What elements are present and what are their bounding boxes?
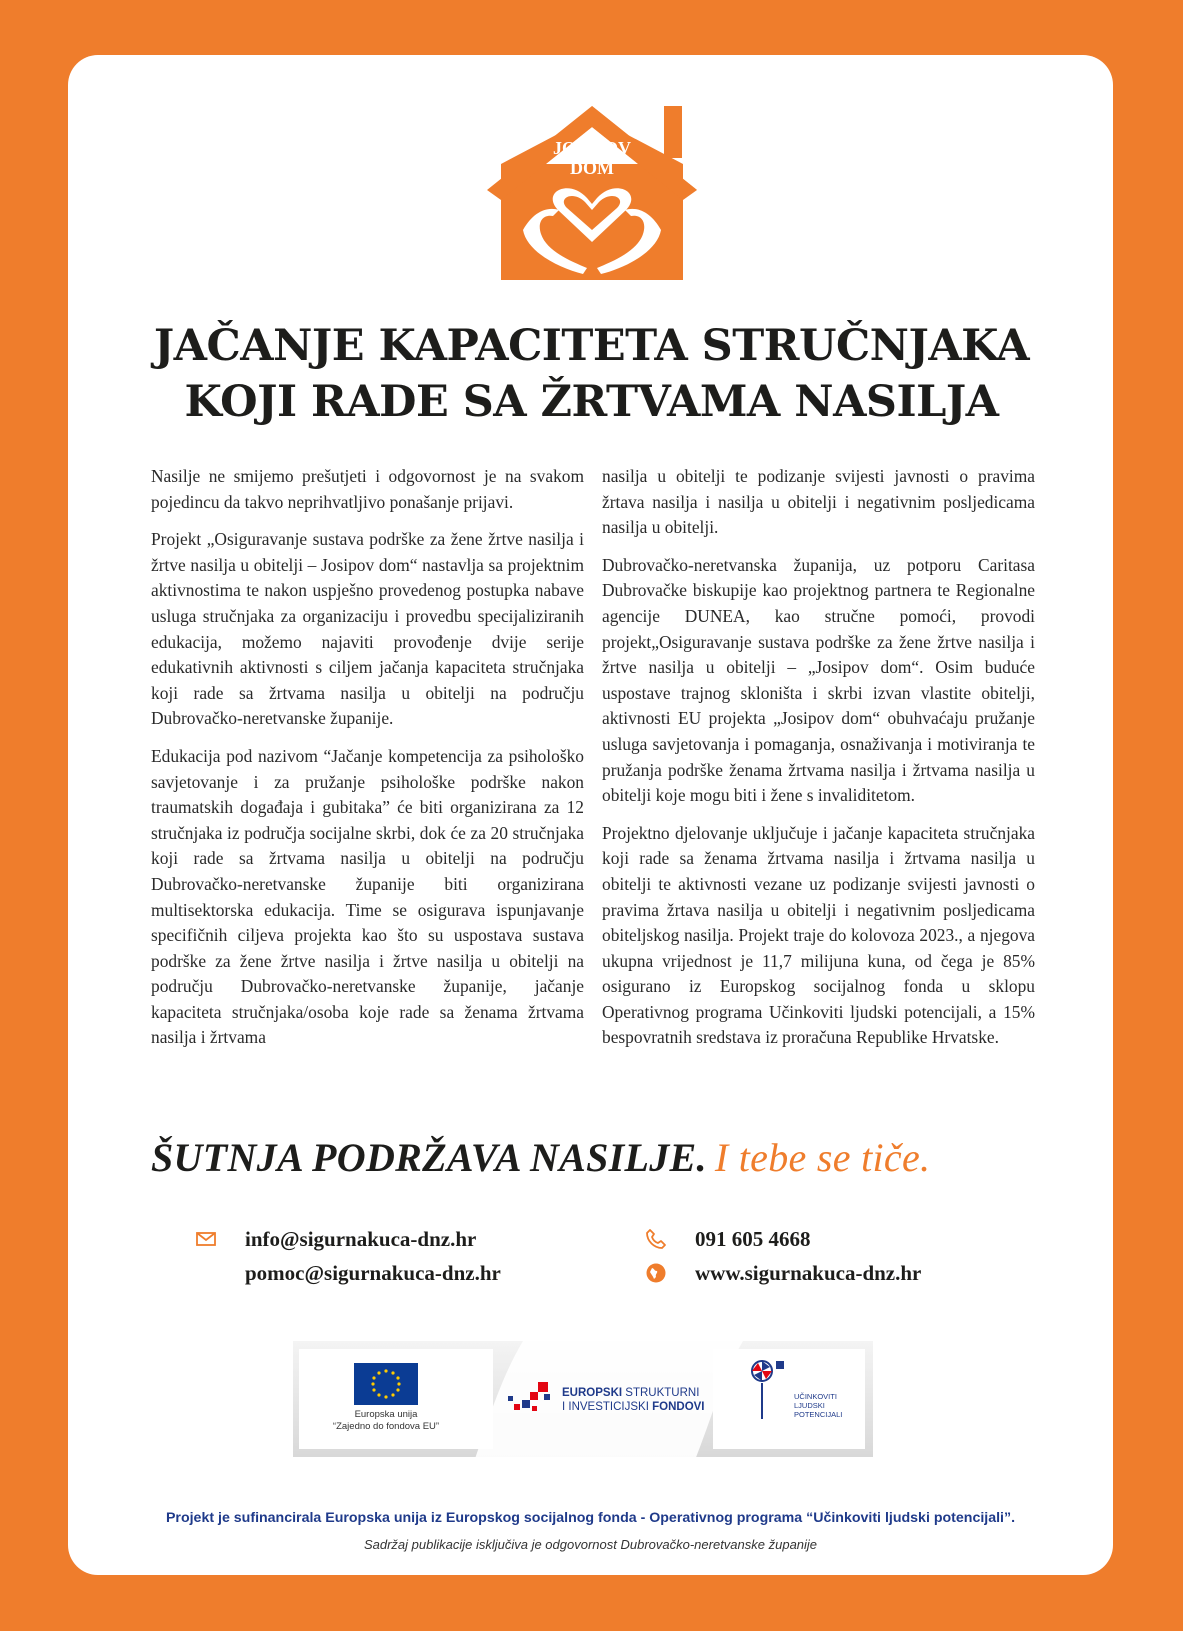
paragraph: Nasilje ne smijemo prešutjeti i odgovornost je na svakom pojedincu da takvo neprihvatljivo ponašanje prijavi. <box>151 466 584 512</box>
phone-number[interactable]: 091 605 4668 <box>695 1226 811 1251</box>
headline <box>80 318 1103 430</box>
paragraph: Projekt „Osiguravanje sustava podrške za žene žrtve nasilja i žrtve nasilja u obitelji – Josipov dom“ nastavlja sa projektnim aktivnostima te nakon uspješno provedenog postupka nabave usluga stručnjaka za organizaciju i provedbu specijaliziranih edukacija, možemo najaviti provođenje dvije serije edukativnih aktivnosti s ciljem jačanja kapaciteta stručnjaka koji rade sa žrtvama nasilja u obitelji na području Dubrovačko-neretvanske županije. <box>151 529 584 729</box>
headline-line2: KOJI RADE SA ŽRTVAMA NASILJA <box>184 377 999 427</box>
contact-row <box>195 1256 501 1290</box>
paragraph: Projektno djelovanje uključuje i jačanje kapaciteta stručnjaka koji rade sa ženama žrtvama nasilja i žrtvama nasilja u obitelji te aktivnosti vezane uz podizanje svijesti javnosti o pravima žrtava nasilja u obitelji i negativnim posljedicama obiteljskog nasilja. Projekt traje do kolovoza 2023., a njegova ukupna vrijednost je 11,7 milijuna kuna, od čega je 85% osigurano iz Europskog socijalnog fonda u sklopu Operativnog programa Učinkoviti ljudski potencijali, a 15% bespovratnih sredstava iz proračuna Republike Hrvatske. <box>602 822 1035 1048</box>
email-link-info[interactable]: info@sigurnakuca-dnz.hr <box>245 1226 477 1251</box>
esf-line1: UČINKOVITI <box>794 1392 837 1401</box>
body-column-left <box>151 464 584 1063</box>
esif-word-bold: EUROPSKI <box>562 1387 623 1399</box>
esf-pinwheel-icon <box>748 1357 788 1419</box>
eu-logo <box>327 1363 445 1433</box>
esf-line2: LJUDSKI <box>794 1401 825 1410</box>
contact-row <box>645 1222 921 1256</box>
logo-line1: JOSIPOV <box>552 138 632 158</box>
esif-label <box>562 1386 705 1414</box>
email-link-pomoc[interactable]: pomoc@sigurnakuca-dnz.hr <box>245 1260 501 1285</box>
esif-word: STRUKTURNI <box>622 1387 700 1399</box>
slogan-main: ŠUTNJA PODRŽAVA NASILJE. <box>151 1135 707 1180</box>
funding-statement: Projekt je sufinancirala Europska unija iz Europskog socijalnog fonda - Operativnog programa “Učinkoviti ljudski potencijali”. <box>165 1510 1016 1526</box>
spacer <box>195 1262 217 1284</box>
eu-label-line2: “Zajedno do fondova EU” <box>332 1421 440 1432</box>
esif-word: I INVESTICIJSKI <box>562 1401 653 1413</box>
esif-squares-icon <box>508 1382 554 1418</box>
logo-line2: DOM <box>570 158 614 178</box>
phone-icon <box>645 1228 667 1250</box>
website-link[interactable]: www.sigurnakuca-dnz.hr <box>695 1260 922 1285</box>
contact-row <box>195 1222 501 1256</box>
disclaimer: Sadržaj publikacije isključiva je odgovornost Dubrovačko-neretvanske županije <box>363 1537 818 1552</box>
headline-line1: JAČANJE KAPACITETA STRUČNJAKA <box>153 321 1030 371</box>
esf-logo <box>748 1357 842 1419</box>
eu-flag-icon <box>354 1363 418 1405</box>
house-with-hands-heart-icon <box>483 102 701 282</box>
envelope-icon <box>195 1228 217 1250</box>
eu-label-line1: Europska unija <box>354 1409 418 1420</box>
esf-label <box>794 1392 842 1419</box>
globe-icon <box>645 1262 667 1284</box>
esif-logo <box>508 1382 705 1418</box>
paragraph: Dubrovačko-neretvanska županija, uz potporu Caritasa Dubrovačke biskupije kao projektnog partnera te Regionalne agencije DUNEA, kao stručne pomoći, provodi projekt„Osiguravanje sustava podrške za žene žrtve nasilja i žrtve nasilja u obitelji – „Josipov dom“. Osim buduće uspostave trajnog skloništa i skrbi izvan vlastite obitelji, aktivnosti EU projekta „Josipov dom“ obuhvaćaju pružanje usluga savjetovanja i pomaganja, osnaživanja i motiviranja te pružanja podrške ženama žrtvama nasilja i žrtvama nasilja u obitelji koje mogu biti i žene s invaliditetom. <box>602 554 1035 806</box>
contacts-email <box>195 1222 501 1290</box>
josipov-dom-logo <box>483 102 701 282</box>
contacts-phone-web <box>645 1222 921 1290</box>
slogan-accent: I tebe se tiče. <box>714 1135 931 1180</box>
paragraph: Edukacija pod nazivom “Jačanje kompetencija za psihološko savjetovanje i za pružanje psihološke podrške nakon traumatskih događaja i gubitaka” će biti organizirana za 12 stručnjaka iz područja socijalne skrbi, dok će za 20 stručnjaka koji rade sa žrtvama nasilja u obitelji na području Dubrovačko-neretvanske županije biti organizirana multisektorska edukacija. Time se osigurava ispunjavanje specifičnih ciljeva projekta kao što su uspostava sustava podrške za žene žrtve nasilja i žrtve nasilja u obitelji na području Dubrovačko-neretvanske županije, jačanje kapaciteta stručnjaka/osoba koje rade sa ženama žrtvama nasilja i žrtvama <box>151 745 584 1048</box>
contact-row <box>645 1256 921 1290</box>
esf-line3: POTENCIJALI <box>794 1410 843 1419</box>
body-column-right <box>602 464 1035 1063</box>
slogan <box>151 1134 1031 1181</box>
paragraph: nasilja u obitelji te podizanje svijesti javnosti o pravima žrtava nasilja i nasilja u obitelji i negativnim posljedicama nasilja u obitelji. <box>602 466 1035 538</box>
eu-funds-banner <box>293 1335 873 1465</box>
esif-word-bold: FONDOVI <box>652 1401 705 1413</box>
